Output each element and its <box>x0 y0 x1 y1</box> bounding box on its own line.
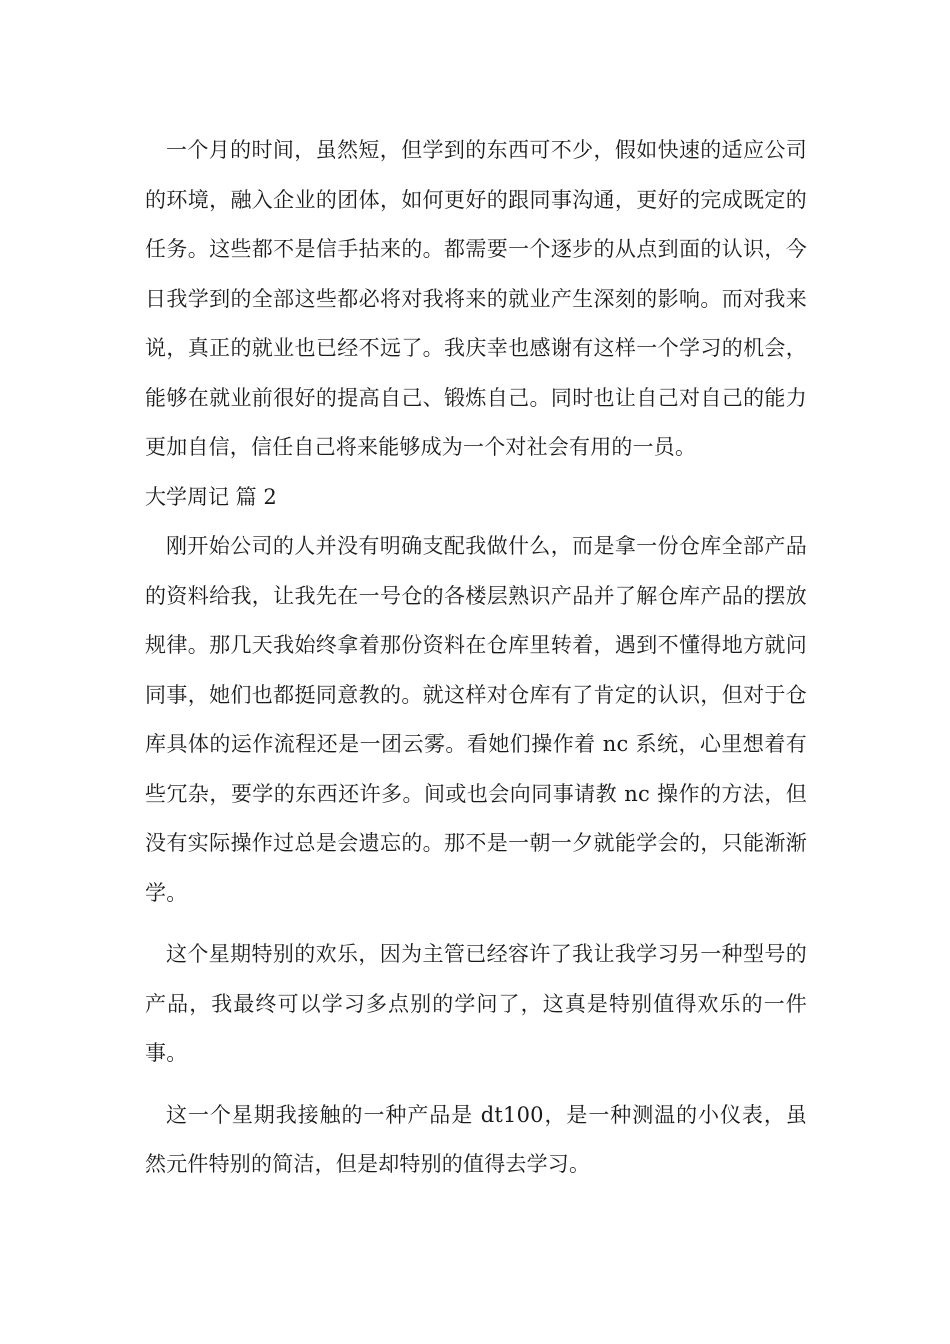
document-body <box>145 126 807 1190</box>
paragraph-2: 刚开始公司的人并没有明确支配我做什么，而是拿一份仓库全部产品的资料给我，让我先在一号仓的各楼层熟识产品并了解仓库产品的摆放规律。那几天我始终拿着那份资料在仓库里转着，遇到不懂得地方就问同事，她们也都挺同意教的。就这样对仓库有了肯定的认识，但对于仓库具体的运作流程还是一团云雾。看她们操作着 nc 系统，心里想着有些冗杂，要学的东西还许多。间或也会向同事请教 nc 操作的方法，但没有实际操作过总是会遗忘的。那不是一朝一夕就能学会的，只能渐渐学。 <box>145 534 807 905</box>
section-heading: 大学周记 篇 2 <box>145 484 277 509</box>
paragraph-3: 这个星期特别的欢乐，因为主管已经容许了我让我学习另一种型号的产品，我最终可以学习多点别的学问了，这真是特别值得欢乐的一件事。 <box>145 942 807 1065</box>
paragraph-4: 这一个星期我接触的一种产品是 dt100，是一种测温的小仪表，虽然元件特别的简洁，但是却特别的值得去学习。 <box>145 1102 807 1176</box>
paragraph-1: 一个月的时间，虽然短，但学到的东西可不少，假如快速的适应公司的环境，融入企业的团体，如何更好的跟同事沟通，更好的完成既定的任务。这些都不是信手拈来的。都需要一个逐步的从点到面的认识，今日我学到的全部这些都必将对我将来的就业产生深刻的影响。而对我来说，真正的就业也已经不远了。我庆幸也感谢有这样一个学习的机会，能够在就业前很好的提高自己、锻炼自己。同时也让自己对自己的能力更加自信，信任自己将来能够成为一个对社会有用的一员。 <box>145 138 807 459</box>
